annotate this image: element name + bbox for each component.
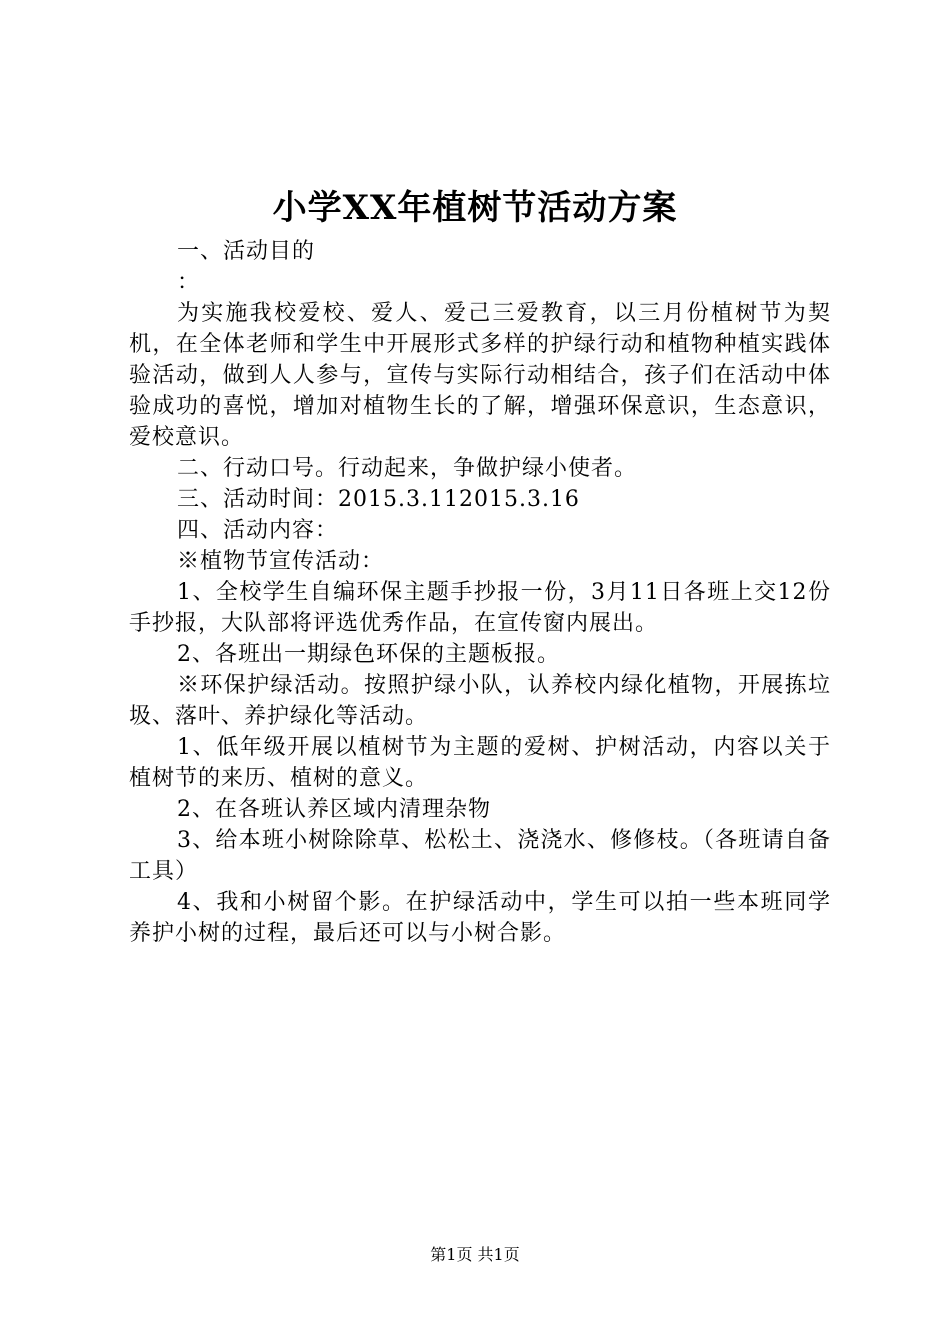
green-care-item-4: 4、我和小树留个影。在护绿活动中，学生可以拍一些本班同学养护小树的过程，最后还可以与小树合影。 [129, 890, 831, 946]
section-content-heading: 四、活动内容： [177, 518, 339, 543]
document-title: 小学XX年植树节活动方案 [272, 188, 678, 228]
subsection-green-care: ※环保护绿活动。按照护绿小队，认养校内绿化植物，开展拣垃圾、落叶、养护绿化等活动。 [129, 673, 831, 729]
section-heading-purpose: 一、活动目的 [177, 239, 316, 264]
green-care-item-1: 1、低年级开展以植树节为主题的爱树、护树活动，内容以关于植树节的来历、植树的意义。 [129, 735, 831, 791]
document-body [129, 236, 831, 949]
promotion-item-1: 1、全校学生自编环保主题手抄报一份，3月11日各班上交12份手抄报，大队部将评选优秀作品，在宣传窗内展出。 [129, 580, 831, 636]
green-care-item-3: 3、给本班小树除除草、松松土、浇浇水、修修枝。（各班请自备工具） [129, 828, 831, 884]
subsection-promotion: ※植物节宣传活动： [177, 549, 385, 574]
colon-line: ： [177, 270, 201, 295]
green-care-item-2: 2、在各班认养区域内清理杂物 [177, 797, 491, 822]
section-slogan: 二、行动口号。行动起来，争做护绿小使者。 [177, 456, 638, 481]
page-footer: 第1页 共1页 [430, 1245, 520, 1264]
section-time: 三、活动时间：2015.3.112015.3.16 [177, 487, 580, 512]
promotion-item-2: 2、各班出一期绿色环保的主题板报。 [177, 642, 560, 667]
purpose-paragraph: 为实施我校爱校、爱人、爱己三爱教育，以三月份植树节为契机，在全体老师和学生中开展形式多样的护绿行动和植物种植实践体验活动，做到人人参与，宣传与实际行动相结合，孩子们在活动中体验成功的喜悦，增加对植物生长的了解，增强环保意识，生态意识，爱校意识。 [129, 301, 831, 450]
